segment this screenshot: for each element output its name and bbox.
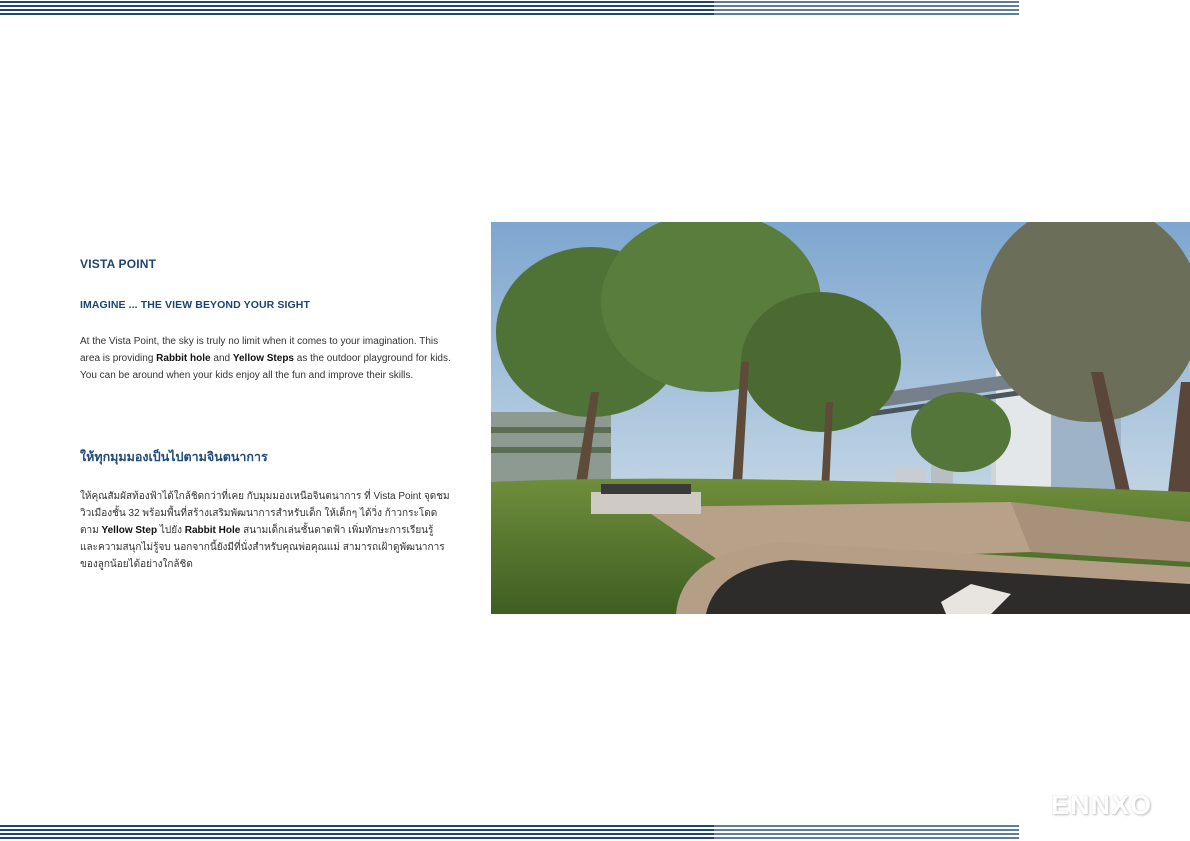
tagline: IMAGINE ... THE VIEW BEYOND YOUR SIGHT [80,299,310,311]
yellow-steps-highlight: Yellow Steps [232,353,294,364]
thai-heading: ให้ทุกมุมมองเป็นไปตามจินตนาการ [80,449,268,464]
yellow-step-highlight: Yellow Step [101,525,158,536]
english-description: At the Vista Point, the sky is truly no limit when it comes to your imagination. This area is providing Rabbit hole and Yellow Steps as the outdoor playground for kids. You can be around when your kids enjoy all the fun and improve their skills. [80,336,451,381]
rabbit-hole-thai-highlight: Rabbit Hole [184,525,241,536]
rooftop-garden-photo [491,222,1190,614]
ennxo-watermark: ENNXO [1051,790,1153,820]
bottom-stripe-border [0,825,1019,841]
rabbit-hole-highlight: Rabbit hole [156,353,211,364]
top-stripe-border [0,1,1019,17]
thai-description: ให้คุณสัมผัสท้องฟ้าได้ใกล้ชิดกว่าที่เคย กับมุมมองเหนือจินตนาการ ที่ Vista Point จุดชมวิวเมืองชั้น 32 พร้อมพื้นที่สร้างเสริมพัฒนาการสำหรับเด็ก ให้เด็กๆ ได้วิ่ง ก้าวกระโดดตาม Yellow Step ไปยัง Rabbit Hole สนามเด็กเล่นชั้นดาดฟ้า เพิ่มทักษะการเรียนรู้ และความสนุกไม่รู้จบ นอกจากนี้ยังมีที่นั่งสำหรับคุณพ่อคุณแม่ สามารถเฝ้าดูพัฒนาการของลูกน้อยได้อย่างใกล้ชิด [80,491,450,570]
section-title: VISTA POINT [80,257,157,271]
